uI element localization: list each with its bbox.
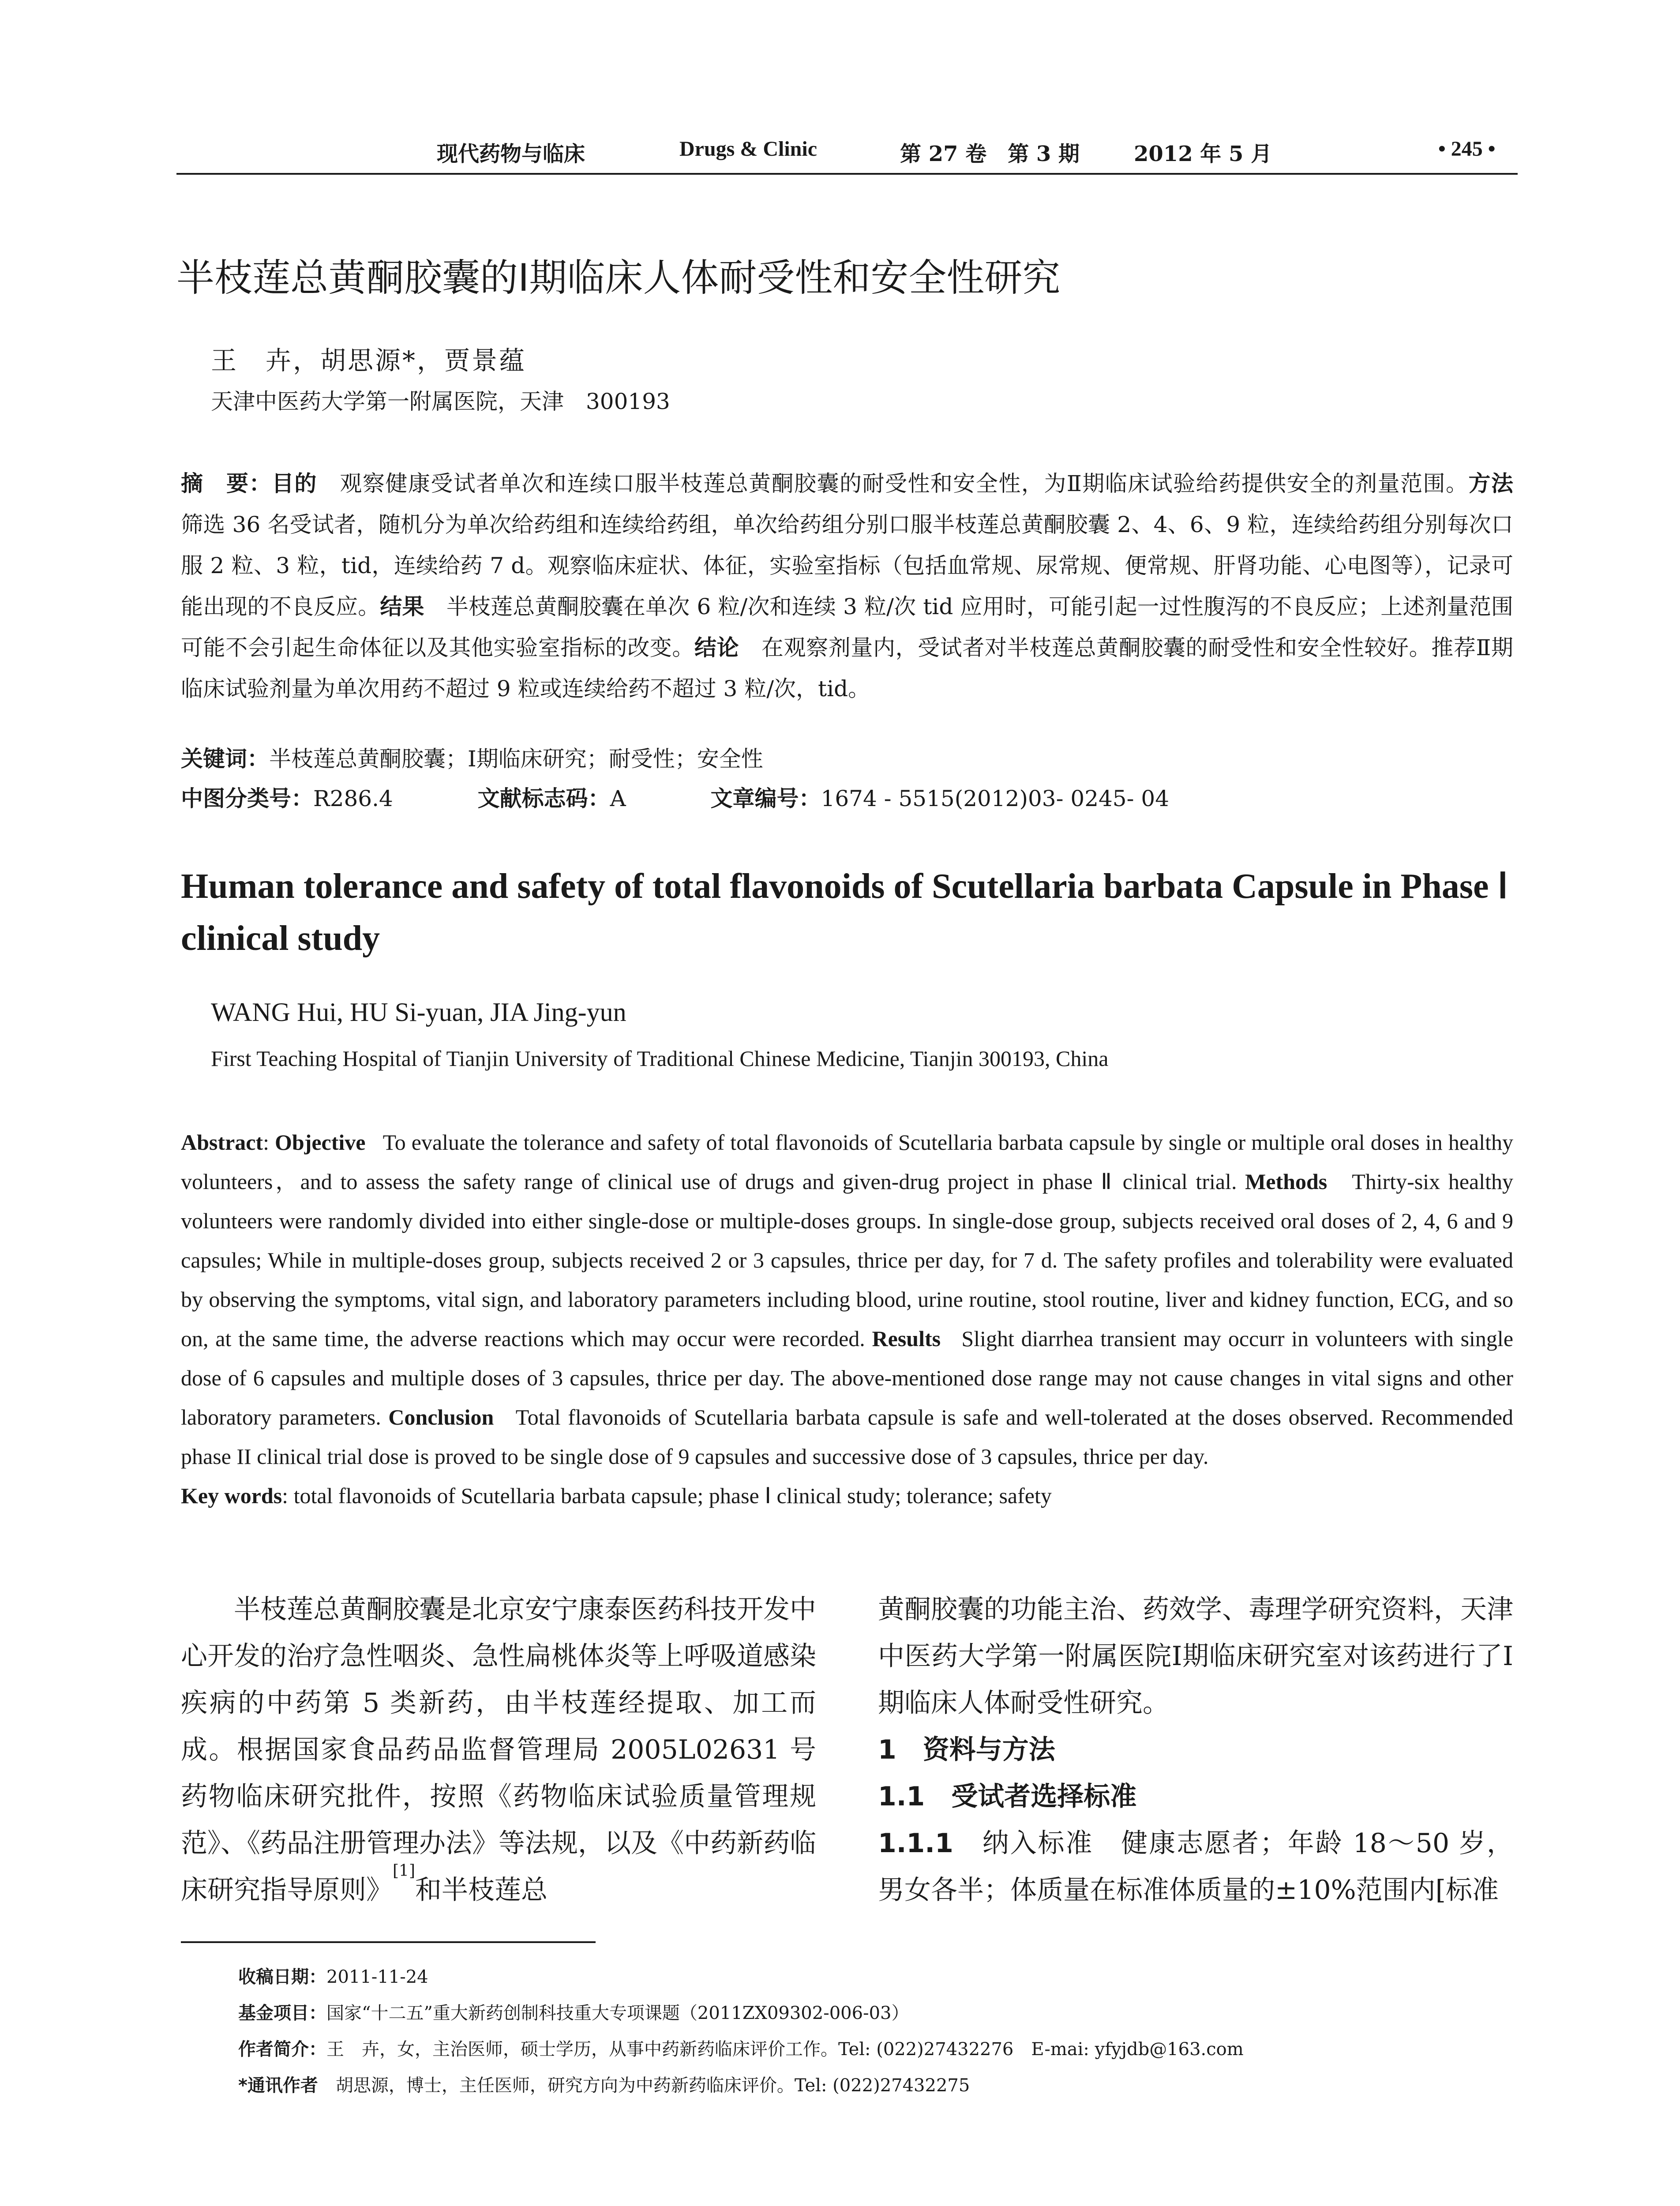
intro-continuation: 黄酮胶囊的功能主治、药效学、毒理学研究资料，天津中医药大学第一附属医院Ⅰ期临床研究室对该药进行了Ⅰ期临床人体耐受性研究。 (878, 1594, 1513, 1718)
results-en-label: Results (872, 1326, 941, 1351)
conclusion-cn-text: 在观察剂量内，受试者对半枝莲总黄酮胶囊的耐受性和安全性较好。推荐Ⅱ期临床试验剂量为单次用药不超过 9 粒或连续给药不超过 3 粒/次，tid。 (181, 635, 1514, 702)
footnote-rule (181, 1941, 596, 1943)
author-bio-label: 作者简介： (238, 2039, 326, 2060)
corresponding-text: 胡思源，博士，主任医师，研究方向为中药新药临床评价。Tel: (022)27432275 (335, 2075, 970, 2096)
doc-code-value: A (610, 786, 626, 811)
author-bio-text: 王 卉，女，主治医师，硕士学历，从事中药新药临床评价工作。Tel: (022)27432276 E-mai: yfyjdb@163.com (326, 2039, 1244, 2060)
clc-value: R286.4 (313, 786, 393, 811)
footnote-fund (238, 1995, 1518, 2031)
journal-name-cn: 现代药物与临床 (437, 142, 585, 166)
title-en: Human tolerance and safety of total flavonoids of Scutellaria barbata Capsule in Phase Ⅰ clinical study (181, 867, 1508, 958)
objective-en-text: To evaluate the tolerance and safety of total flavonoids of Scutellaria barbata capsule by single or multiple oral doses in healthy volunteers，and to assess the safety range of clinical use of drugs and given-drug project in phase Ⅱ clinical trial. (181, 1130, 1513, 1194)
header-rule (176, 173, 1518, 175)
results-en-text: Slight diarrhea transient may occurr in volunteers with single dose of 6 capsules and multiple doses of 3 capsules, thrice per day. The above-mentioned dose range may not cause changes in vital signs and other laboratory parameters. (181, 1326, 1514, 1429)
corresponding-label: *通讯作者 (238, 2075, 318, 2096)
doc-code-label: 文献标志码： (477, 786, 610, 811)
affiliation-cn: 天津中医药大学第一附属医院，天津 300193 (211, 389, 670, 414)
abstract-en-label: Abstract (181, 1130, 263, 1155)
received-date: 2011-11-24 (326, 1967, 428, 1987)
clc-label: 中图分类号： (181, 786, 313, 811)
abstract-en: Abstract: Objective To evaluate the tolerance and safety of total flavonoids of Scutellaria barbata capsule by single or multiple oral doses in healthy volunteers，and to assess the safety range of clinical use of drugs and given-drug project in phase Ⅱ clinical trial. Methods Thirty-six healthy volunteers were randomly divided into either single-dose or multiple-doses groups. In single-dose group, subjects received oral doses of 2, 4, 6 and 9 capsules; While in multiple-doses group, subjects received 2 or 3 capsules, thrice per day, for 7 d. The safety profiles and tolerability were evaluated by observing the symptoms, vital sign, and laboratory parameters including blood, urine routine, stool routine, liver and kidney function, ECG, and so on, at the same time, the adverse reactions which may occur were recorded. Results Slight diarrhea transient may occurr in volunteers with single dose of 6 capsules and multiple doses of 3 capsules, thrice per day. The above-mentioned dose range may not cause changes in vital signs and other laboratory parameters. Conclusion Total flavonoids of Scutellaria barbata capsule is safe and well-tolerated at the doses observed. Recommended phase II clinical trial dose is proved to be single dose of 9 capsules and successive dose of 3 capsules, thrice per day. Key words: total flavonoids of Scutellaria barbata capsule; phase Ⅰ clinical study; tolerance; safety (181, 1130, 1514, 1508)
article-number-value: 1674 - 5515(2012)03- 0245- 04 (821, 786, 1170, 811)
citation-ref-1[interactable]: [1] (393, 1862, 415, 1880)
keywords-cn-text: 半枝莲总黄酮胶囊；Ⅰ期临床研究；耐受性；安全性 (269, 746, 763, 772)
keywords-en-text: total flavonoids of Scutellaria barbata capsule; phase Ⅰ clinical study; tolerance; safety (293, 1483, 1052, 1508)
section-1-1-1 (878, 1820, 1513, 1913)
conclusion-cn-label: 结论 (694, 635, 739, 660)
article-number-label: 文章编号： (710, 786, 821, 811)
section-heading-1-1: 1.1 受试者选择标准 (878, 1781, 1137, 1812)
footnote-received (238, 1959, 1518, 1995)
title-cn: 半枝莲总黄酮胶囊的Ⅰ期临床人体耐受性和安全性研究 (176, 256, 1061, 300)
conclusion-en-text: Total flavonoids of Scutellaria barbata capsule is safe and well-tolerated at the doses observed. Recommended phase II clinical trial dose is proved to be single dose of 9 capsules and successive dose of 3 capsules, thrice per day. (181, 1405, 1514, 1469)
section-1-1-1-label: 纳入标准 (982, 1828, 1094, 1859)
classification-line (181, 781, 1169, 813)
intro-text: 半枝莲总黄酮胶囊是北京安宁康泰医药科技开发中心开发的治疗急性咽炎、急性扁桃体炎等上呼吸道感染疾病的中药第 5 类新药，由半枝莲经提取、加工而成。根据国家食品药品监督管理局 2005L02631 号药物临床研究批件，按照《药物临床试验质量管理规范》、《药品注册管理办法》等法规，以及《中药新药临床研究指导原则》 (181, 1594, 816, 1906)
page-number: • 245 • (1438, 137, 1496, 161)
objective-cn-text: 观察健康受试者单次和连续口服半枝莲总黄酮胶囊的耐受性和安全性，为Ⅱ期临床试验给药提供安全的剂量范围。 (340, 471, 1469, 496)
body-column-left (181, 1586, 816, 1913)
methods-cn-text: 筛选 36 名受试者，随机分为单次给药组和连续给药组，单次给药组分别口服半枝莲总黄酮胶囊 2、4、6、9 粒，连续给药组分别每次口服 2 粒、3 粒，tid，连续给药 7 d。观察临床症状、体征，实验室指标（包括血常规、尿常规、便常规、肝肾功能、心电图等），记录可能出现的不良反应。 (181, 512, 1513, 619)
authors-cn: 王 卉，胡思源*，贾景蕴 (211, 345, 527, 375)
results-cn-label: 结果 (380, 594, 424, 619)
received-label: 收稿日期： (238, 1967, 326, 1987)
section-1-1-1-number: 1.1.1 (878, 1828, 953, 1859)
body-column-right (878, 1586, 1513, 1913)
volume-issue: 第 27 卷 第 3 期 (900, 142, 1080, 166)
objective-cn-label: 目的 (271, 471, 317, 496)
intro-text-end: 和半枝莲总 (415, 1875, 548, 1906)
footnotes (238, 1959, 1518, 2104)
fund-text: 国家“十二五”重大新药创制科技重大专项课题（2011ZX09302-006-03） (326, 2003, 909, 2023)
section-1-1-1-text: 健康志愿者；年龄 18～50 岁，男女各半；体质量在标准体质量的±10%范围内[标准 (878, 1828, 1514, 1906)
objective-en-label: Objective (275, 1130, 366, 1155)
results-cn-text: 半枝莲总黄酮胶囊在单次 6 粒/次和连续 3 粒/次 tid 应用时，可能引起一过性腹泻的不良反应；上述剂量范围可能不会引起生命体征以及其他实验室指标的改变。 (181, 594, 1514, 660)
running-header (176, 137, 1518, 172)
issue-date: 2012 年 5 月 (1134, 142, 1272, 166)
conclusion-en-label: Conclusion (388, 1405, 494, 1429)
intro-paragraph (181, 1586, 816, 1913)
abstract-cn-label: 摘 要： (181, 471, 272, 496)
authors-en: WANG Hui, HU Si-yuan, JIA Jing-yun (211, 998, 626, 1027)
footnote-corresponding (238, 2067, 1518, 2104)
methods-en-label: Methods (1245, 1169, 1328, 1194)
abstract-cn (181, 463, 1513, 709)
keywords-en-label: Key words (181, 1483, 282, 1508)
methods-en-text: Thirty-six healthy volunteers were randomly divided into either single-dose or multiple-doses groups. In single-dose group, subjects received oral doses of 2, 4, 6 and 9 capsules; While in multiple-doses group, subjects received 2 or 3 capsules, thrice per day, for 7 d. The safety profiles and tolerability were evaluated by observing the symptoms, vital sign, and laboratory parameters including blood, urine routine, stool routine, liver and kidney function, ECG, and so on, at the same time, the adverse reactions which may occur were recorded. (181, 1169, 1513, 1351)
keywords-cn (181, 741, 763, 773)
methods-cn-label: 方法 (1468, 471, 1514, 496)
footnote-author (238, 2031, 1518, 2067)
fund-label: 基金项目： (238, 2003, 326, 2023)
affiliation-en: First Teaching Hospital of Tianjin University of Traditional Chinese Medicine, Tianjin 300193, China (211, 1046, 1109, 1071)
keywords-cn-label: 关键词： (181, 746, 269, 772)
journal-name-en: Drugs & Clinic (679, 137, 817, 161)
section-heading-1: 1 资料与方法 (878, 1734, 1055, 1765)
